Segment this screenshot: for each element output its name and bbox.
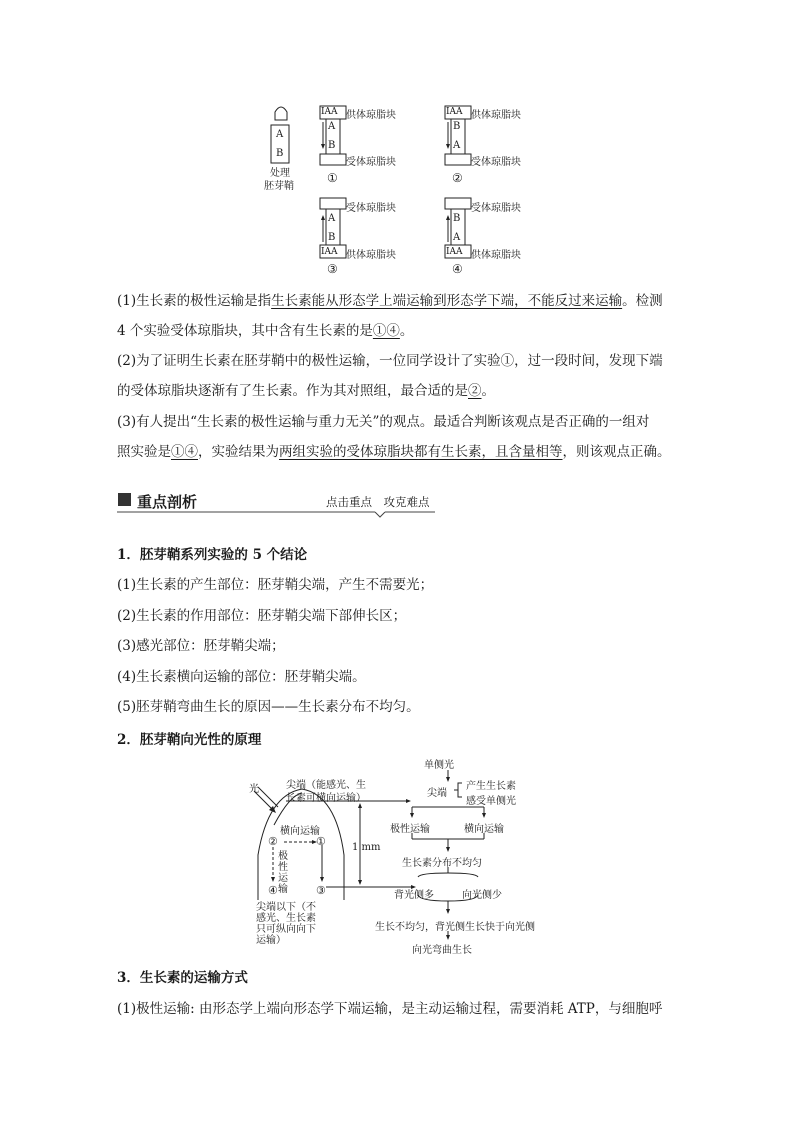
- receiver-label: 受体琼脂块: [346, 203, 396, 214]
- donor-label: 供体琼脂块: [346, 110, 396, 121]
- answer-3a: ①④: [171, 444, 198, 460]
- light-side-less: 向光侧少: [462, 890, 502, 901]
- donor-label: 供体琼脂块: [471, 250, 521, 261]
- banner-rule: [117, 508, 437, 518]
- question-1: (1)生长素的极性运输是指生长素能从形态学上端运输到形态学下端，不能反过来运输。检测 4 个实验受体琼脂块，其中含有生长素的是①④。: [117, 293, 663, 339]
- iaa-label: IAA: [321, 247, 338, 257]
- donor-label: 供体琼脂块: [471, 110, 521, 121]
- iaa-label: IAA: [446, 107, 463, 117]
- exp2-top: B: [453, 121, 461, 132]
- answer-2: ②: [468, 383, 482, 399]
- distance-label: 1 mm: [352, 842, 381, 853]
- conclusion-1: (1)生长素的产生部位：胚芽鞘尖端，产生不需要光；: [117, 577, 434, 593]
- below-tip-line4: 运输）: [256, 935, 286, 946]
- question-3: (3)有人提出“生长素的极性运输与重力无关”的观点。最适合判断该观点是否正确的一组对 照实验是①④，实验结果为两组实验的受体琼脂块都有生长素，且含量相等，则该观点正确。: [117, 414, 671, 460]
- exp1-number: ①: [327, 171, 338, 185]
- label-a: A: [276, 129, 284, 140]
- exp4-bottom: A: [453, 232, 461, 243]
- uneven-distribution: 生长素分布不均匀: [402, 858, 482, 869]
- sense-light: 感受单侧光: [466, 796, 516, 807]
- site-3: ③: [316, 884, 326, 897]
- below-tip-line2: 感光、生长素: [256, 913, 316, 924]
- exp2-number: ②: [452, 171, 463, 185]
- conclusion-3: (3)感光部位：胚芽鞘尖端；: [117, 638, 285, 654]
- coleoptile-tip-icon: [275, 107, 287, 120]
- exp4-top: B: [453, 213, 461, 224]
- label-b: B: [276, 148, 284, 159]
- answer-1b: ①④: [372, 323, 400, 339]
- caption-coleoptile: 胚芽鞘: [264, 181, 294, 192]
- back-side-more: 背光侧多: [394, 890, 434, 901]
- section3-title: 3．生长素的运输方式: [117, 970, 248, 986]
- conclusion-2: (2)生长素的作用部位：胚芽鞘尖端下部伸长区；: [117, 608, 407, 624]
- tip-note-line1: 尖端（能感光、生: [286, 780, 366, 791]
- site-4: ④: [268, 884, 278, 897]
- exp1-top: A: [328, 121, 336, 132]
- section1-title: 1．胚芽鞘系列实验的 5 个结论: [117, 547, 308, 563]
- polar-char-2: 性: [278, 862, 288, 873]
- polar-char-3: 运: [278, 873, 288, 884]
- exp3-bottom: B: [328, 232, 336, 243]
- banner-subtitle: 点击重点 攻克难点: [326, 495, 430, 509]
- conclusion-5: (5)胚芽鞘弯曲生长的原因——生长素分布不均匀。: [117, 699, 420, 715]
- receiver-label: 受体琼脂块: [346, 157, 396, 168]
- below-tip-line1: 尖端以下（不: [256, 902, 316, 913]
- uneven-growth: 生长不均匀，背光侧生长快于向光侧: [375, 922, 535, 933]
- banner-square-icon: [118, 493, 131, 506]
- polar-char-4: 输: [278, 884, 288, 895]
- exp1-bottom: B: [328, 140, 336, 151]
- caption-treat: 处理: [270, 168, 290, 179]
- polar-char-1: 极: [278, 851, 288, 862]
- donor-label: 供体琼脂块: [346, 250, 396, 261]
- lateral-transport: 横向运输: [464, 824, 504, 835]
- receiver-label: 受体琼脂块: [471, 157, 521, 168]
- polar-transport: 极性运输: [390, 824, 430, 835]
- exp3-number: ③: [327, 262, 338, 276]
- lateral-transport-label: 横向运输: [280, 826, 320, 837]
- receiver-label: 受体琼脂块: [471, 203, 521, 214]
- answer-1a: 生长素能从形态学上端运输到形态学下端，不能反过来运输: [271, 293, 623, 309]
- iaa-label: IAA: [446, 247, 463, 257]
- site-2: ②: [268, 835, 278, 848]
- conclusion-4: (4)生长素横向运输的部位：胚芽鞘尖端。: [117, 669, 366, 685]
- below-tip-line3: 只可纵向向下: [256, 924, 316, 935]
- tip-label: 尖端: [427, 788, 447, 799]
- produce-auxin: 产生生长素: [466, 781, 516, 792]
- bend-toward-light: 向光弯曲生长: [412, 945, 472, 956]
- iaa-label: IAA: [321, 107, 338, 117]
- site-1: ①: [316, 835, 326, 848]
- exp2-bottom: A: [453, 140, 461, 151]
- tip-note-line2: 长素可横向运输）: [286, 793, 366, 804]
- question-2: (2)为了证明生长素在胚芽鞘中的极性运输，一位同学设计了实验①，过一段时间，发现下端 的受体琼脂块逐渐有了生长素。作为其对照组，最合适的是②。: [117, 353, 663, 399]
- light-label: 光: [249, 784, 259, 795]
- section2-title: 2．胚芽鞘向光性的原理: [117, 732, 262, 748]
- answer-3b: 两组实验的受体琼脂块都有生长素，且含量相等: [279, 444, 563, 460]
- unilateral-light: 单侧光: [424, 760, 454, 771]
- exp3-top: A: [328, 213, 336, 224]
- transport-polar: (1)极性运输: 由形态学上端向形态学下端运输，是主动运输过程，需要消耗 ATP，与细胞呼: [117, 1001, 663, 1017]
- banner-title: 重点剖析: [137, 493, 198, 511]
- exp4-number: ④: [452, 262, 463, 276]
